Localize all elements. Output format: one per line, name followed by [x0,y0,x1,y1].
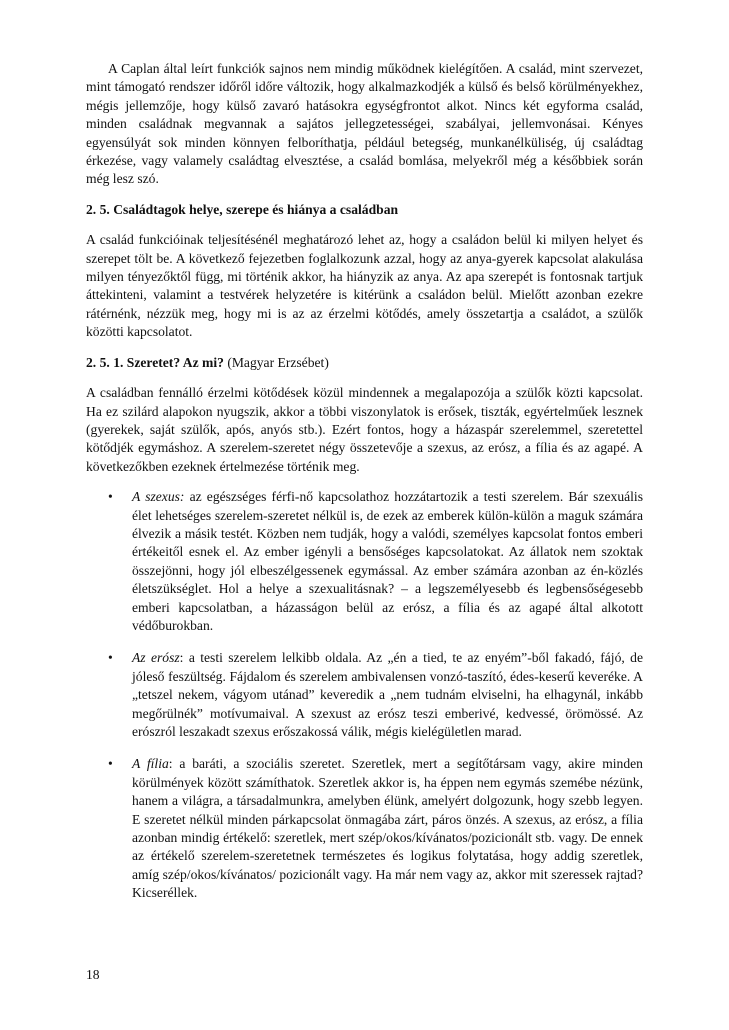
page-content [86,60,643,917]
list-item-term: Az erósz [132,650,180,666]
bullet-list [86,488,643,903]
section-heading: 2. 5. Családtagok helye, szerepe és hiánya a családban [86,201,399,217]
list-item [86,488,643,635]
list-item [86,755,643,902]
bullet-icon: • [108,489,113,505]
subsection-paragraph: A családban fennálló érzelmi kötődések közül mindennek a megalapozója a szülők közti kapcsolat. Ha ez szilárd alapokon nyugszik, akkor a többi viszonylatok is erősek, tiszták, egyértelműek lesznek (gyerekek, saját szülők, após, anyós stb.). Ezért fontos, hogy a házaspár szerelemmel, szeretettel kötődjék egymáshoz. A szerelem-szeretet négy összetevője a szexus, az erósz, a fília és az agapé. A következőkben ezeknek értelmezése történik meg. [86,385,643,474]
bullet-icon: • [108,650,113,666]
list-item-term: A szexus: [132,489,185,505]
subsection-heading [86,354,643,372]
list-item-term: A fília [132,756,169,772]
section-paragraph: A család funkcióinak teljesítésénél meghatározó lehet az, hogy a családon belül ki milyen helyet és szerepet tölt be. A következő fejezetben foglalkozunk azzal, hogy az anya-gyerek kapcsolat alakulása milyen tényezőktől függ, mi történik akkor, ha hiányzik az anya. Az apa szerepét is fontosnak tartjuk áttekinteni, valamint a testvérek helyzetére is kitérünk a családon belül. Mielőtt azonban ezekre rátérnénk, nézzük meg, hogy mi is az az érzelmi kötődés, amely összetartja a családot, a szülők közötti kapcsolatot. [86,232,643,340]
bullet-icon: • [108,756,113,772]
list-item-text: : a testi szerelem lelkibb oldala. Az „én a tied, te az enyém”-ből fakadó, fájó, de jóleső feszültség. Fájdalom és szerelem ambivalensen vonzó-taszító, édes-keserű keveréke. A „tetszel nekem, vágyom utánad” keveredik a „nem tudnám elviselni, ha elhagynál, inkább megőrülnék” motívumaival. A szexust az erósz teszi emberivé, kedvessé, örömössé. Az erószról leszakadt szexus erőszakossá válik, mégis kielégületlen marad. [132,650,643,739]
subsection-author: (Magyar Erzsébet) [223,354,329,370]
page-number: 18 [86,967,100,982]
intro-paragraph: A Caplan által leírt funkciók sajnos nem mindig működnek kielégítően. A család, mint szervezet, mint támogató rendszer időről időre változik, hogy alkalmazkodjék a külső és belső körülményekhez, mégis jellemzője, hogy külső zavaró hatásokra egységfrontot alkot. Nincs két egyforma család, minden családnak megvannak a sajátos jellegzetességei, szabályai, jellemvonásai. Kényes egyensúlyát sok minden könnyen felboríthatja, például betegség, munkanélküliség, új családtag érkezése, vagy valamely családtag elvesztése, a család bomlása, melyekről még a későbbiek során még lesz szó. [86,61,643,187]
subsection-title: 2. 5. 1. Szeretet? Az mi? [86,354,224,370]
list-item-text: : a baráti, a szociális szeretet. Szeretlek, mert a segítőtársam vagy, akire minden körülmények között számíthatok. Szeretlek akkor is, ha éppen nem egymás szemébe nézünk, hanem a világra, a társadalmunkra, amelyben élünk, amelyért dolgozunk, hogy szebb legyen. E szeretet nélkül minden párkapcsolat önmagába zárt, páros önzés. A szexus, az erósz, a fília azonban mindig értékelő: szeretlek, mert szép/okos/kívánatos/pozicionált stb. vagy. De ennek az értékelő szerelem-szeretetnek természetes és logikus folytatása, hogy addig szeretlek, amíg szép/okos/kívánatos/ pozicionált vagy. Ha már nem vagy az, akkor mit szeressek rajtad? Kicseréllek. [132,756,643,901]
list-item [86,649,643,741]
list-item-text: az egészséges férfi-nő kapcsolathoz hozzátartozik a testi szerelem. Bár szexuális élet lehetséges szerelem-szeretet nélkül is, de ezek az emberek külön-külön a maguk számára élvezik a másik testét. Közben nem tudják, hogy a valódi, személyes kapcsolat fontos emberi értékeitől esnek el. Az ember igényli a bensőséges kapcsolatokat. Az állatok nem szoktak összejönni, hogy jól elbeszélgessenek egymással. Az ember számára azonban az én-közlés életszükséglet. Hol a helye a szexualitásnak? – a legszemélyesebb és legbensőségesebb emberi kapcsolatban, a házasságon belül az erósz, a fília és az agapé által alkotott védőburokban. [132,489,643,633]
